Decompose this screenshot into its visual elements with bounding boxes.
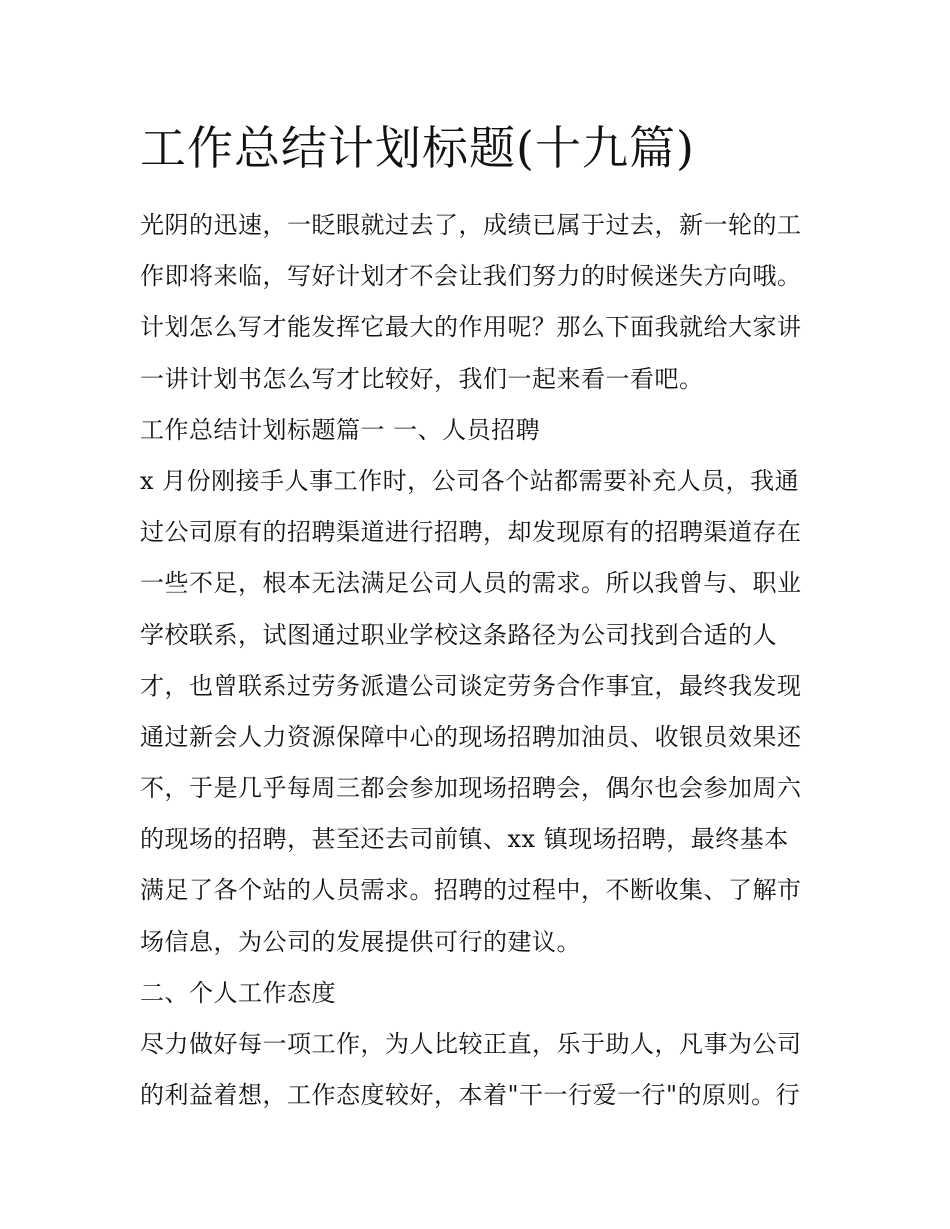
- text-line: x 月份刚接手人事工作时，公司各个站都需要补充人员，我通: [140, 466, 800, 495]
- text-line: 满足了各个站的人员需求。招聘的过程中，不断收集、了解市: [140, 876, 802, 905]
- text-line: 过公司原有的招聘渠道进行招聘，却发现原有的招聘渠道存在: [140, 518, 802, 547]
- text-line: 计划怎么写才能发挥它最大的作用呢？那么下面我就给大家讲: [140, 313, 802, 342]
- document-title: 工作总结计划标题(十九篇): [140, 121, 695, 175]
- text-line: 场信息，为公司的发展提供可行的建议。: [140, 927, 581, 956]
- text-line: 的现场的招聘，甚至还去司前镇、xx 镇现场招聘，最终基本: [140, 825, 789, 854]
- text-line: 光阴的迅速，一眨眼就过去了，成绩已属于过去，新一轮的工: [140, 211, 802, 239]
- text-line: 作即将来临，写好计划才不会让我们努力的时候迷失方向哦。: [140, 262, 802, 291]
- section-heading-1: 工作总结计划标题篇一 一、人员招聘: [140, 415, 541, 444]
- document-body: [140, 200, 820, 1121]
- text-line: 通过新会人力资源保障中心的现场招聘加油员、收银员效果还: [140, 722, 802, 751]
- text-line: 不，于是几乎每周三都会参加现场招聘会，偶尔也会参加周六: [140, 774, 802, 803]
- text-line: 尽力做好每一项工作，为人比较正直，乐于助人，凡事为公司: [140, 1030, 802, 1058]
- section-heading-2: 二、个人工作态度: [140, 978, 336, 1007]
- text-line: 的利益着想，工作态度较好，本着"干一行爱一行"的原则。行: [140, 1081, 801, 1110]
- text-line: 一些不足，根本无法满足公司人员的需求。所以我曾与、职业: [140, 569, 802, 598]
- text-line: 一讲计划书怎么写才比较好，我们一起来看一看吧。: [140, 364, 704, 393]
- text-line: 学校联系，试图通过职业学校这条路径为公司找到合适的人: [140, 620, 777, 649]
- text-line: 才，也曾联系过劳务派遣公司谈定劳务合作事宜，最终我发现: [140, 671, 802, 700]
